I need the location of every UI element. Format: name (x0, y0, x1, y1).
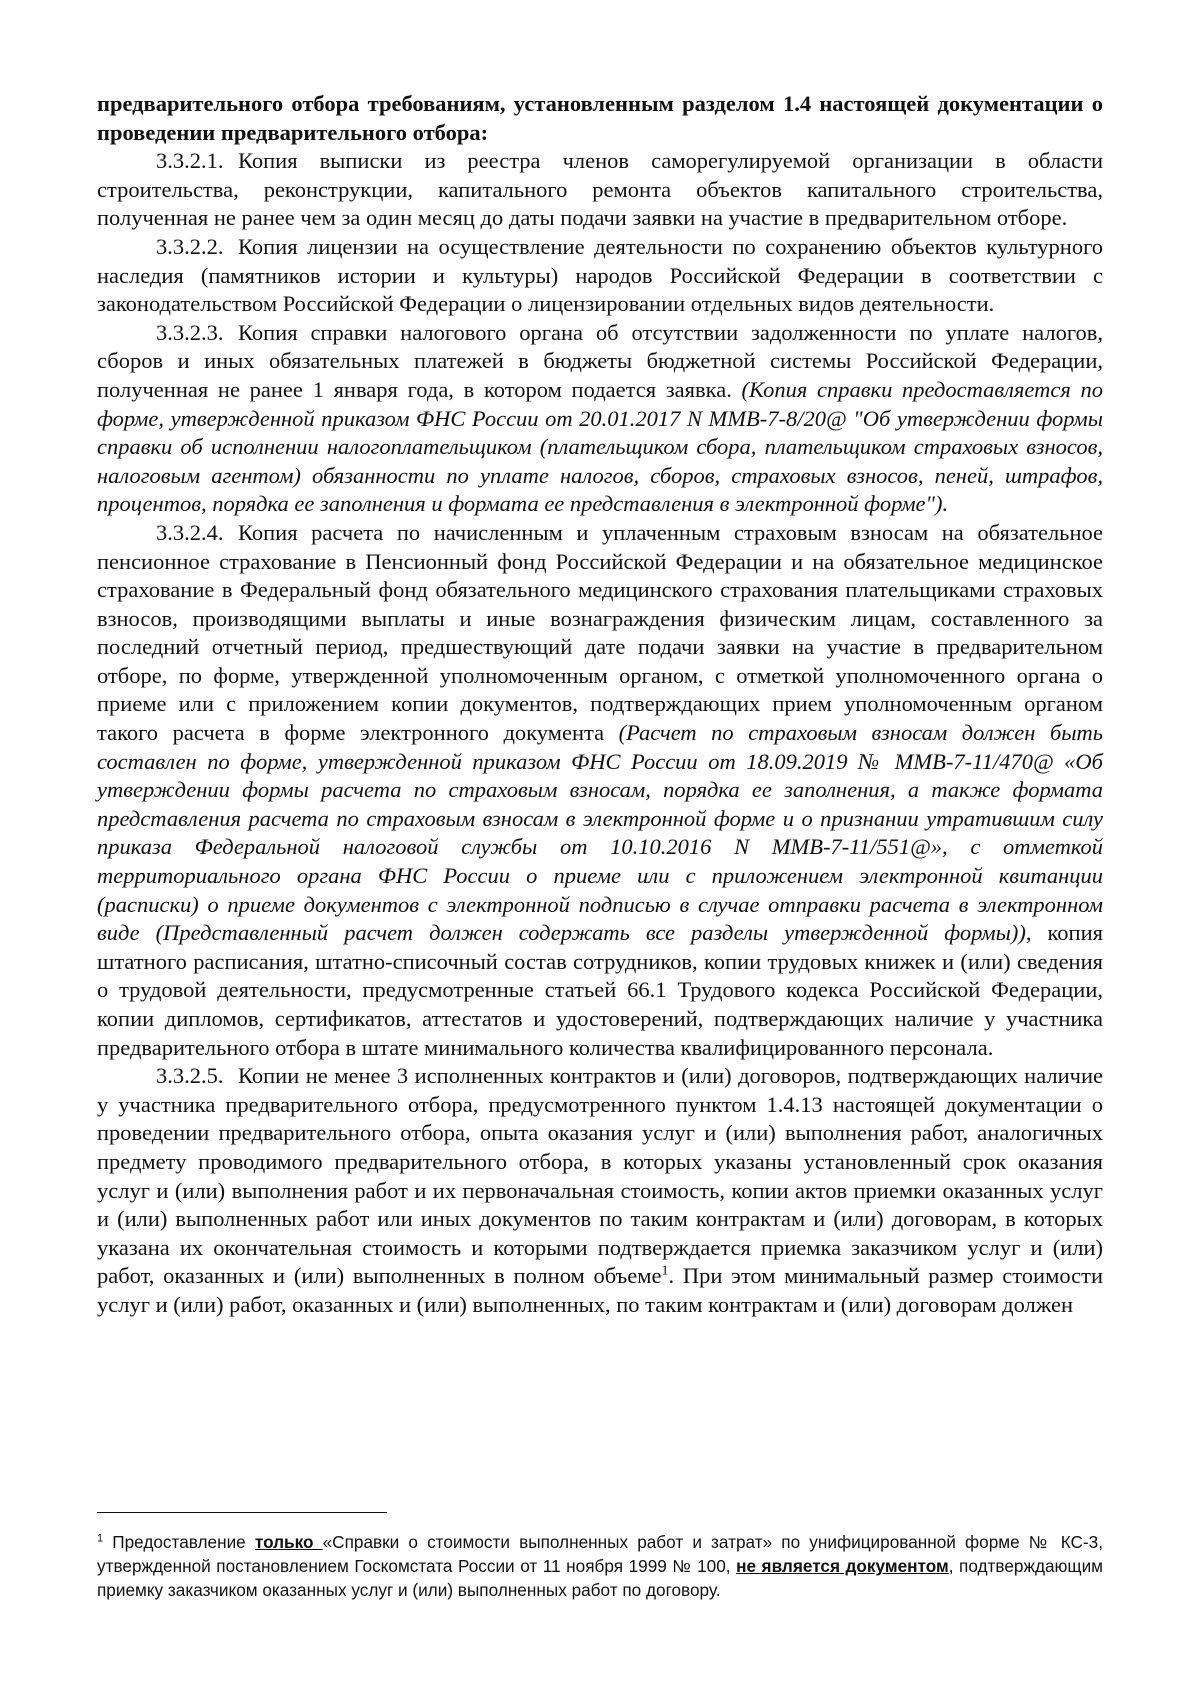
clause-text-tail: . При этом минимальный размер стоимости услуг и (или) работ, оказанных и (или) выполненных, по таким контрактам и (или) договорам должен (97, 1263, 1103, 1317)
clause-number: 3.3.2.4. (156, 519, 224, 545)
clause-italic-note: (Копия справки предоставляется по форме, утвержденной приказом ФНС России от 20.01.2017 N ММВ-7-8/20@ "Об утверждении формы справки об исполнении налогоплательщиком (плательщиком сбора, плательщиком страховых взносов, налоговым агентом) обязанности по уплате налогов, сборов, страховых взносов, пеней, штрафов, процентов, порядка ее заполнения и формата ее представления в электронной форме"). (97, 376, 1103, 517)
intro-paragraph: предварительного отбора требованиям, установленным разделом 1.4 настоящей документации о проведении предварительного отбора: (97, 91, 1103, 145)
footnote-emphasis: только (254, 1532, 323, 1552)
clause-number: 3.3.2.3. (156, 319, 224, 345)
clause-italic-note: (Расчет по страховым взносам должен быть составлен по форме, утвержденной приказом ФНС России от 18.09.2019 № ММВ-7-11/470@ «Об утверждении формы расчета по страховым взносам, порядка ее заполнения, а также формата представления расчета по страховым взносам в электронной форме и о признании утратившим силу приказа Федеральной налоговой службы от 10.10.2016 N ММВ-7-11/551@», с отметкой территориального органа ФНС России о приеме или с приложением электронной квитанции (расписки) о приеме документов с электронной подписью в случае отправки расчета в электронном виде (Представленный расчет должен содержать все разделы утвержденной формы)) (97, 720, 1103, 946)
body-text (97, 90, 1103, 1320)
clause-number: 3.3.2.2. (156, 233, 224, 259)
clause-3-3-2-5 (97, 1062, 1103, 1319)
footnote-mark: 1 (97, 1532, 104, 1545)
footnote-emphasis: не является документом (736, 1556, 949, 1577)
clause-3-3-2-1 (97, 147, 1103, 233)
footnote: $^1$ Предоставление только «Справки о стоимости выполненных работ и затрат» по унифицированной форме № КС-3, утвержденной постановлением Госкомстата России от 11 ноября 1999 № 100, не является документом, подтверждающим приемку заказчиком оказанных услуг и (или) выполненных работ по договору. (97, 1532, 1103, 1601)
clause-number: 3.3.2.1. (156, 148, 224, 174)
clause-number: 3.3.2.5. (156, 1063, 224, 1089)
clause-text-tail: , копия штатного расписания, штатно-списочный состав сотрудников, копии трудовых книжек и (или) сведения о трудовой деятельности, предусмотренные статьей 66.1 Трудового кодекса Российской Федерации, копии дипломов, сертификатов, аттестатов и удостоверений, подтверждающих наличие у участника предварительного отбора в штате минимального количества квалифицированного персонала. (97, 920, 1103, 1060)
clause-text: Копии не менее 3 исполненных контрактов и (или) договоров, подтверждающих наличие у участника предварительного отбора, предусмотренного пунктом 1.4.13 настоящей документации о проведении предварительного отбора, опыта оказания услуг и (или) выполнения работ, аналогичных предмету проводимого предварительного отбора, в которых указаны установленный срок оказания услуг и (или) выполнения работ и их первоначальная стоимость, копии актов приемки оказанных услуг и (или) выполненных работ или иных документов по таким контрактам и (или) договорам, в которых указана их окончательная стоимость и которыми подтверждается приемка заказчиком услуг и (или) работ, оказанных и (или) выполненных в полном объеме (97, 1063, 1103, 1289)
footnote-divider (97, 1512, 387, 1513)
clause-3-3-2-2 (97, 233, 1103, 319)
footnote-reference: 1 (661, 1263, 669, 1279)
clause-text: Копия расчета по начисленным и уплаченным страховым взносам на обязательное пенсионное страхование в Пенсионный фонд Российской Федерации и на обязательное медицинское страхование в Федеральный фонд обязательного медицинского страхования плательщиками страховых взносов, производящими выплаты и иные вознаграждения физическим лицам, составленного за последний отчетный период, предшествующий дате подачи заявки на участие в предварительном отборе, по форме, утвержденной уполномоченным органом, с отметкой уполномоченного органа о приеме или с приложением копии документов, подтверждающих прием уполномоченным органом такого расчета в форме электронного документа (97, 519, 1103, 746)
clause-3-3-2-3 (97, 319, 1103, 519)
clause-text: Копия справки налогового органа об отсутствии задолженности по уплате налогов, сборов и иных обязательных платежей в бюджеты бюджетной системы Российской Федерации, полученная не ранее 1 января года, в котором подается заявка. (97, 319, 1103, 402)
clause-text: Копия лицензии на осуществление деятельности по сохранению объектов культурного наследия (памятников истории и культуры) народов Российской Федерации в соответствии с законодательством Российской Федерации о лицензировании отдельных видов деятельности. (97, 233, 1103, 317)
clause-text: Копия выписки из реестра членов саморегулируемой организации в области строительства, реконструкции, капитального ремонта объектов капитального строительства, полученная не ранее чем за один месяц до даты подачи заявки на участие в предварительном отборе. (97, 148, 1103, 231)
clause-3-3-2-4 (97, 519, 1103, 1062)
